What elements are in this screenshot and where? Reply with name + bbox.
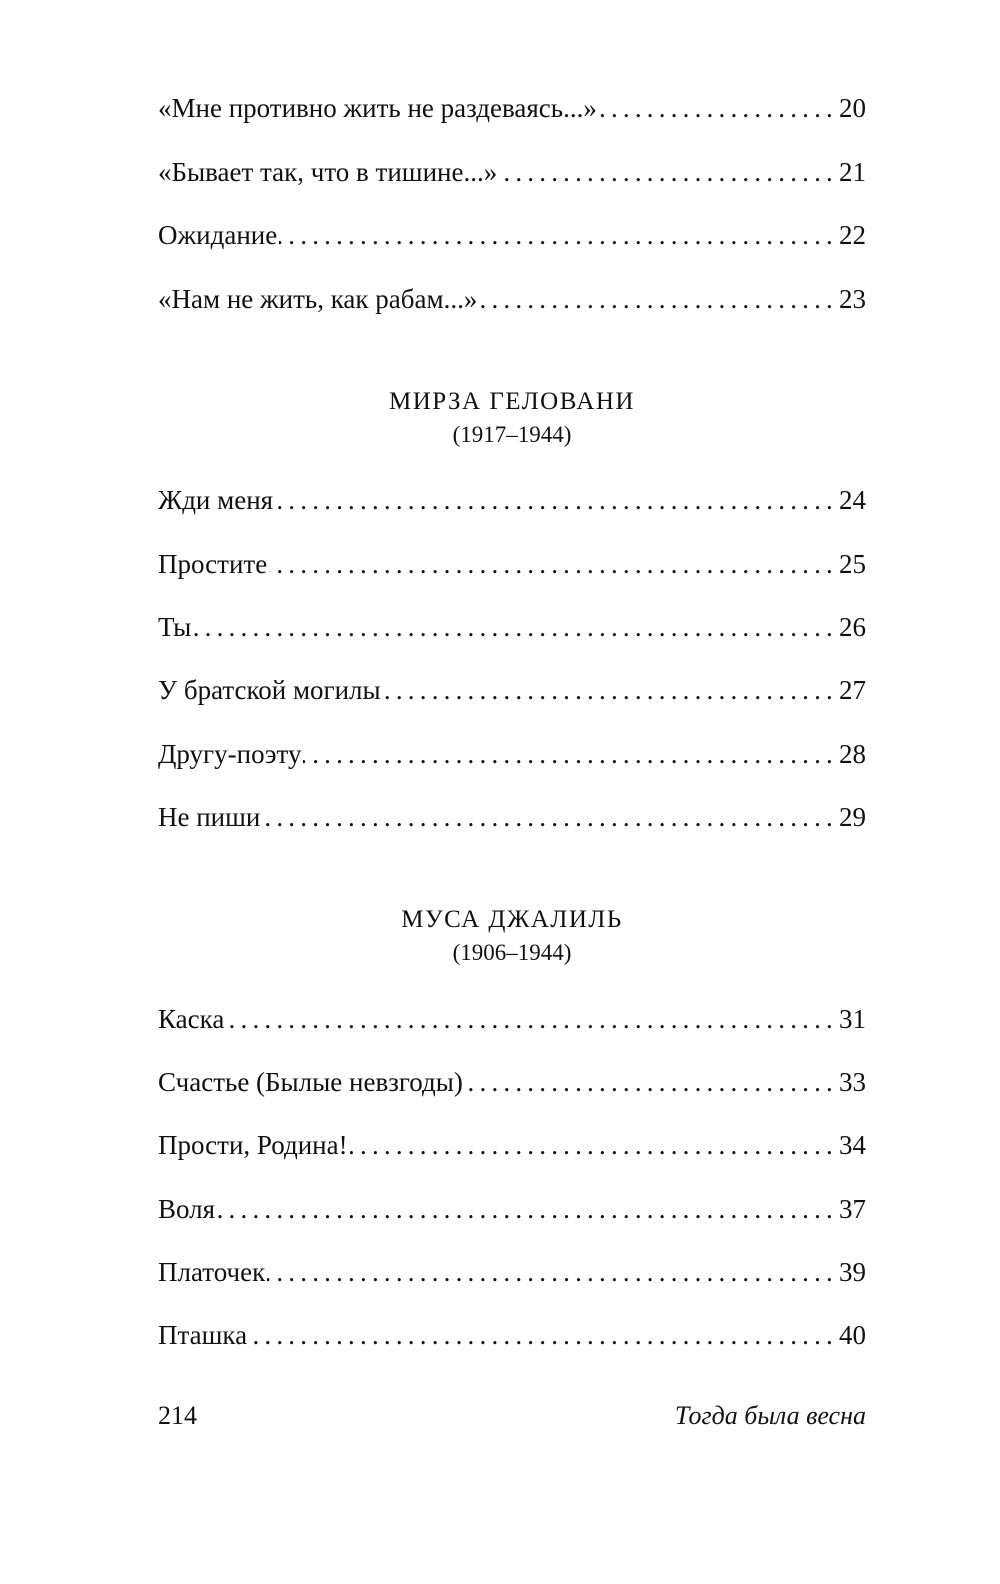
- toc-entry-page: 33: [839, 1067, 866, 1097]
- toc-entry-title: Каска: [158, 1004, 225, 1034]
- dot-leader: [499, 152, 838, 192]
- toc-entry: [158, 544, 866, 584]
- toc-entry-title: «Мне противно жить не раздеваясь...»: [158, 93, 597, 123]
- author-name: МИРЗА ГЕЛОВАНИ: [389, 388, 635, 415]
- toc-entry: [158, 1252, 866, 1292]
- running-title: Тогда была весна: [674, 1401, 866, 1430]
- toc-entry: [158, 670, 866, 710]
- dot-leader: [226, 999, 838, 1039]
- toc-entry: [158, 734, 866, 774]
- dot-leader: [383, 670, 838, 710]
- toc-entry: [158, 279, 866, 319]
- toc-entry-page: 26: [839, 612, 866, 642]
- toc-entry-page: 22: [839, 220, 866, 250]
- toc-entry-title: Жди меня: [158, 485, 274, 515]
- toc-entry-page: 28: [839, 739, 866, 769]
- toc-entry-title: Ты: [158, 612, 192, 642]
- toc-entry-page: 31: [839, 1004, 866, 1034]
- dot-leader: [193, 607, 838, 647]
- toc-entry: [158, 1125, 866, 1165]
- author-years: (1906–1944): [452, 940, 572, 965]
- dot-leader: [350, 1125, 838, 1165]
- toc-entry-title: Ожидание: [158, 220, 278, 250]
- toc-entry-title: Воля: [158, 1194, 216, 1224]
- toc-entry-title: Не пиши: [158, 802, 261, 832]
- dot-leader: [249, 1315, 838, 1355]
- toc-entry-page: 40: [839, 1320, 866, 1350]
- toc-entry-title: Другу-поэту: [158, 739, 302, 769]
- toc-entry: [158, 1189, 866, 1229]
- section-heading: [0, 903, 1000, 969]
- author-years: (1917–1944): [452, 422, 572, 447]
- toc-entry-page: 24: [839, 485, 866, 515]
- dot-leader: [279, 215, 838, 255]
- dot-leader: [267, 1252, 838, 1292]
- toc-entry: [158, 607, 866, 647]
- toc-entry-page: 39: [839, 1257, 866, 1287]
- toc-entry: [158, 215, 866, 255]
- dot-leader: [465, 1062, 838, 1102]
- toc-entry: [158, 797, 866, 837]
- dot-leader: [217, 1189, 838, 1229]
- toc-entry: [158, 480, 866, 520]
- toc-entry-page: 20: [839, 93, 866, 123]
- toc-entry-page: 27: [839, 675, 866, 705]
- toc-entry-title: Платочек: [158, 1257, 266, 1287]
- dot-leader: [599, 88, 838, 128]
- toc-entry-title: «Бывает так, что в тишине...»: [158, 157, 498, 187]
- toc-entry: [158, 999, 866, 1039]
- toc-entry-title: «Нам не жить, как рабам...»: [158, 284, 478, 314]
- toc-entry-title: Счастье (Былые невзгоды): [158, 1067, 463, 1097]
- dot-leader: [262, 797, 838, 837]
- toc-entry-page: 21: [839, 157, 866, 187]
- page-number: 214: [158, 1401, 197, 1430]
- toc-entry: [158, 1062, 866, 1102]
- toc-entry-page: 37: [839, 1194, 866, 1224]
- section-heading: [0, 385, 1000, 451]
- toc-entry-page: 23: [839, 284, 866, 314]
- toc-entry-title: Пташка: [158, 1320, 248, 1350]
- dot-leader: [303, 734, 838, 774]
- toc-entry-title: Простите: [158, 549, 268, 579]
- toc-entry: [158, 1315, 866, 1355]
- toc-entry: [158, 152, 866, 192]
- toc-entry-page: 25: [839, 549, 866, 579]
- author-name: МУСА ДЖАЛИЛЬ: [401, 906, 623, 933]
- dot-leader: [269, 544, 838, 584]
- dot-leader: [479, 279, 838, 319]
- toc-entry-title: Прости, Родина!: [158, 1130, 348, 1160]
- toc-entry-title: У братской могилы: [158, 675, 381, 705]
- toc-entry: [158, 88, 866, 128]
- dot-leader: [275, 480, 838, 520]
- toc-entry-page: 34: [839, 1130, 866, 1160]
- toc-entry-page: 29: [839, 802, 866, 832]
